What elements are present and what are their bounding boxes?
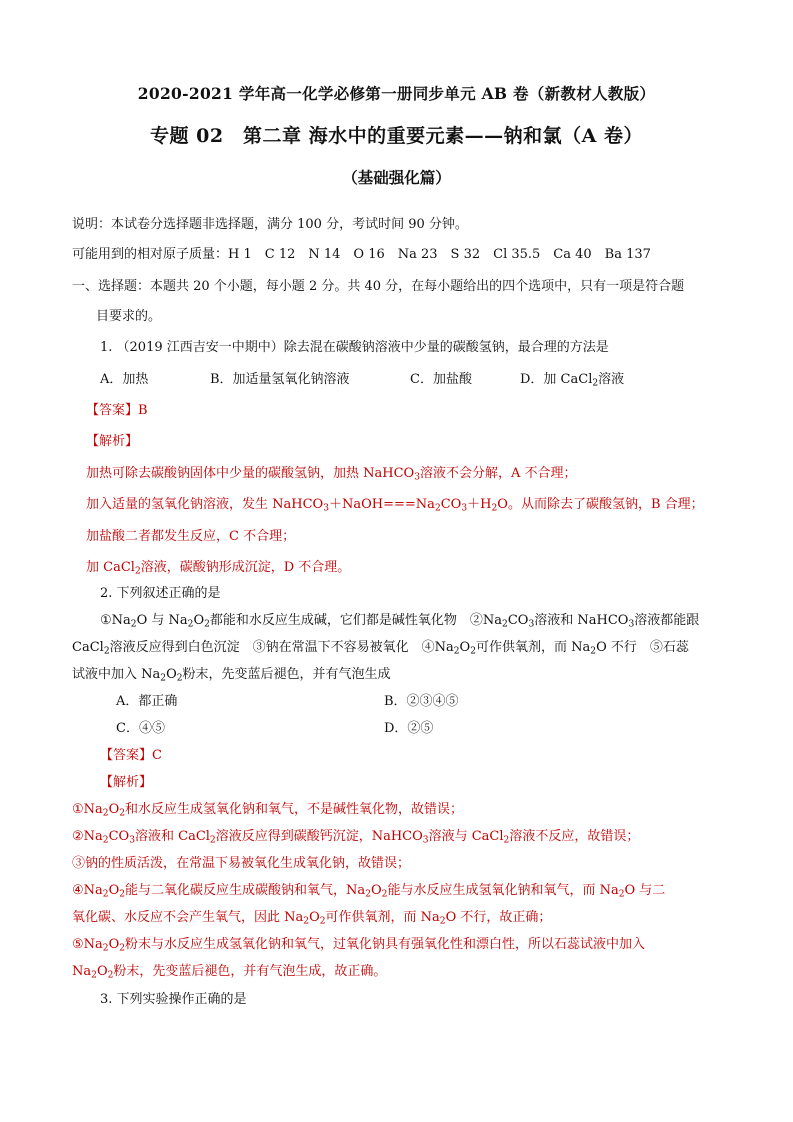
section-heading-cont: 目要求的。: [96, 309, 162, 324]
q1-analysis-label: 【解析】: [86, 434, 139, 449]
q1-analysis-line-2: 加入适量的氢氧化钠溶液，发生 $NaHCO_3+NaOH===Na_2CO_3+H_2O$。从而除去了碳酸氢钠，B 合理；: [86, 497, 704, 514]
q2-analysis-line-6: $⑤Na_2O_2$粉末与水反应生成氢氧化钠和氧气，过氧化钠具有强氧化性和漂白性，所以石蕊试液中加入: [72, 937, 646, 954]
q2-statement-line-3: 试液中加入 $Na_2O_2$粉末，先变蓝后褪色，并有气泡生成: [72, 667, 391, 684]
q2-option-c: C．④⑤: [116, 721, 165, 736]
document-title-series: 2020-2021 学年高一化学必修第一册同步单元 AB 卷（新教材人教版）: [137, 84, 656, 103]
q2-analysis-line-4: $④Na_2O_2$能与二氧化碳反应生成碳酸钠和氧气，$Na_2O_2$能与水反应生成氢氧化钠和氧气，而 $Na_2O$ 与二: [72, 883, 666, 900]
section-heading: 一、选择题：本题共 20 个小题，每小题 2 分。共 40 分，在每小题给出的四个选项中，只有一项是符合题: [72, 279, 685, 294]
question-3-stem: 3. 下列实验操作正确的是: [100, 992, 247, 1007]
q2-statement-line-1: $①Na_2O$ 与 $Na_2O_2$都能和水反应生成碱，它们都是碱性氧化物 $②Na_2CO_3$溶液和 NaHCO$_3$溶液都能跟: [100, 613, 700, 630]
question-1-stem: 1. （2019 江西吉安一中期中）除去混在碳酸钠溶液中少量的碳酸氢钠，最合理的方法是: [100, 340, 609, 355]
q1-option-c: C．加盐酸: [410, 372, 472, 387]
question-2-stem: 2. 下列叙述正确的是: [100, 586, 221, 601]
q2-option-b: B．②③④⑤: [384, 694, 459, 709]
exam-note: 说明：本试卷分选择题非选择题，满分 100 分，考试时间 90 分钟。: [72, 217, 468, 232]
q1-answer: 【答案】B: [86, 403, 148, 418]
q2-option-d: D．②⑤: [384, 721, 434, 736]
atomic-masses: 可能用到的相对原子质量：H 1 C 12 N 14 O 16 Na 23 S 32 Cl 35.5 Ca 40 Ba 137: [72, 247, 651, 262]
document-subtitle: （基础强化篇）: [342, 168, 451, 187]
q1-option-d: D．加 CaCl$_2$溶液: [520, 372, 625, 389]
q2-analysis-line-7: $Na_2O_2$粉末，先变蓝后褪色，并有气泡生成，故正确。: [72, 964, 387, 981]
q2-analysis-label: 【解析】: [100, 775, 153, 790]
q1-analysis-line-3: 加盐酸二者都发生反应，C 不合理；: [86, 529, 296, 544]
q2-analysis-line-5: 氧化碳、水反应不会产生氧气，因此 $Na_2O_2$可作供氧剂，而 $Na_2O$ 不行，故正确；: [72, 910, 552, 927]
document-title-topic: 专题 02 第二章 海水中的重要元素——钠和氯（A 卷）: [149, 125, 644, 147]
q1-option-b: B．加适量氢氧化钠溶液: [210, 372, 350, 387]
q1-option-a: A．加热: [100, 372, 149, 387]
q1-analysis-line-4: 加 CaCl$_2$溶液，碳酸钠形成沉淀，D 不合理。: [86, 560, 351, 577]
q2-statement-line-2: CaCl$_2$溶液反应得到白色沉淀 ③钠在常温下不容易被氧化 $④Na_2O_2$可作供氧剂，而 $Na_2O$ 不行 ⑤石蕊: [72, 640, 689, 657]
q2-analysis-line-3: ③钠的性质活泼，在常温下易被氧化生成氧化钠，故错误；: [72, 856, 411, 871]
q2-analysis-line-2: $②Na_2CO_3$溶液和 CaCl$_2$溶液反应得到碳酸钙沉淀，NaHCO$_3$溶液与 CaCl$_2$溶液不反应，故错误；: [72, 829, 640, 846]
q2-answer: 【答案】C: [100, 748, 162, 763]
q2-option-a: A．都正确: [116, 694, 178, 709]
q1-analysis-line-1: 加热可除去碳酸钠固体中少量的碳酸氢钠，加热 NaHCO$_3$溶液不会分解，A 不合理；: [86, 466, 577, 483]
q2-analysis-line-1: $①Na_2O_2$和水反应生成氢氧化钠和氧气，不是碱性氧化物，故错误；: [72, 802, 464, 819]
